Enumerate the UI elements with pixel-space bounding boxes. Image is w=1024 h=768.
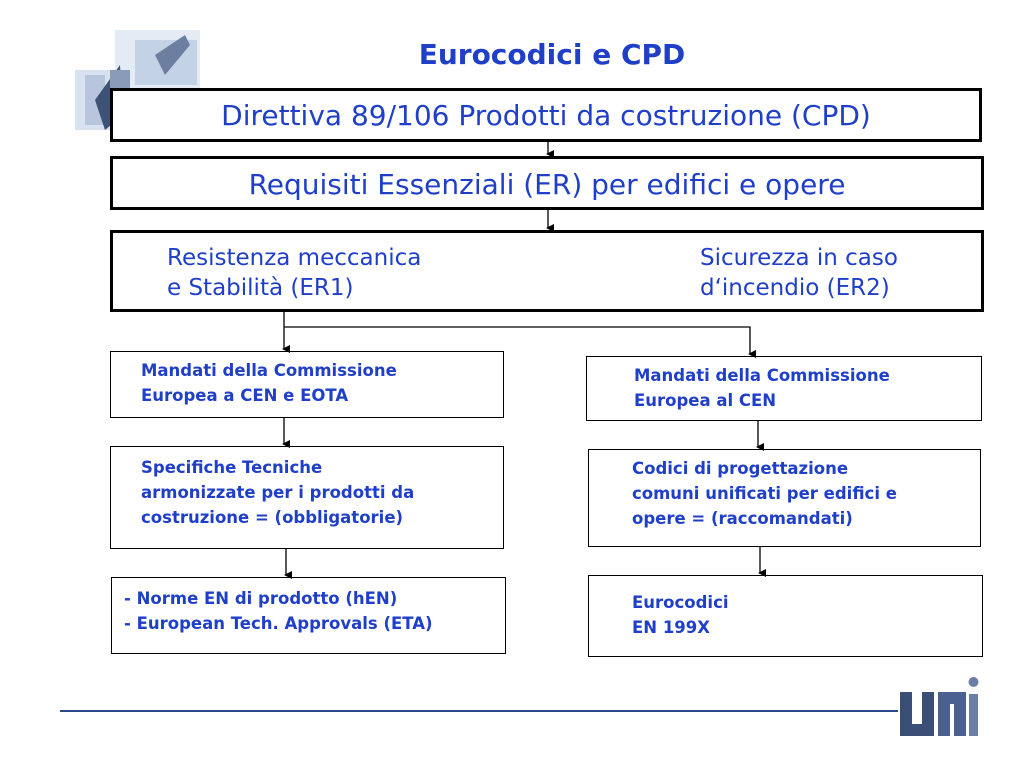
er2-line2: d‘incendio (ER2) (700, 275, 890, 301)
right-codes-line1: Codici di progettazione (632, 459, 849, 478)
right-codes-line2: comuni unificati per edifici e (632, 484, 897, 503)
left-norms-line1: - Norme EN di prodotto (hEN) (124, 589, 398, 608)
right-eurocodes-line1: Eurocodici (632, 593, 729, 612)
left-specs-line3: costruzione = (obbligatorie) (141, 508, 404, 527)
left-mandate-line1: Mandati della Commissione (141, 361, 397, 380)
uni-logo-icon (900, 672, 980, 742)
right-eurocodes-line2: EN 199X (632, 618, 710, 637)
er1-line2: e Stabilità (ER1) (167, 275, 354, 301)
page-title: Eurocodici e CPD (418, 38, 686, 71)
right-codes-line3: opere = (raccomandati) (632, 509, 853, 528)
right-mandate-line1: Mandati della Commissione (634, 366, 890, 385)
left-mandate-line2: Europea a CEN e EOTA (141, 386, 349, 405)
er2-line1: Sicurezza in caso (700, 245, 898, 271)
requirements-text: Requisiti Essenziali (ER) per edifici e opere (248, 168, 846, 201)
directive-text: Direttiva 89/106 Prodotti da costruzione (CPD) (221, 99, 871, 132)
arrow-er-to-right-mandate (284, 327, 750, 354)
left-specs-line2: armonizzate per i prodotti da (141, 483, 415, 502)
left-specs-line1: Specifiche Tecniche (141, 458, 323, 477)
er1-line1: Resistenza meccanica (167, 245, 422, 271)
right-mandate-line2: Europea al CEN (634, 391, 777, 410)
left-norms-line2: - European Tech. Approvals (ETA) (124, 614, 433, 633)
